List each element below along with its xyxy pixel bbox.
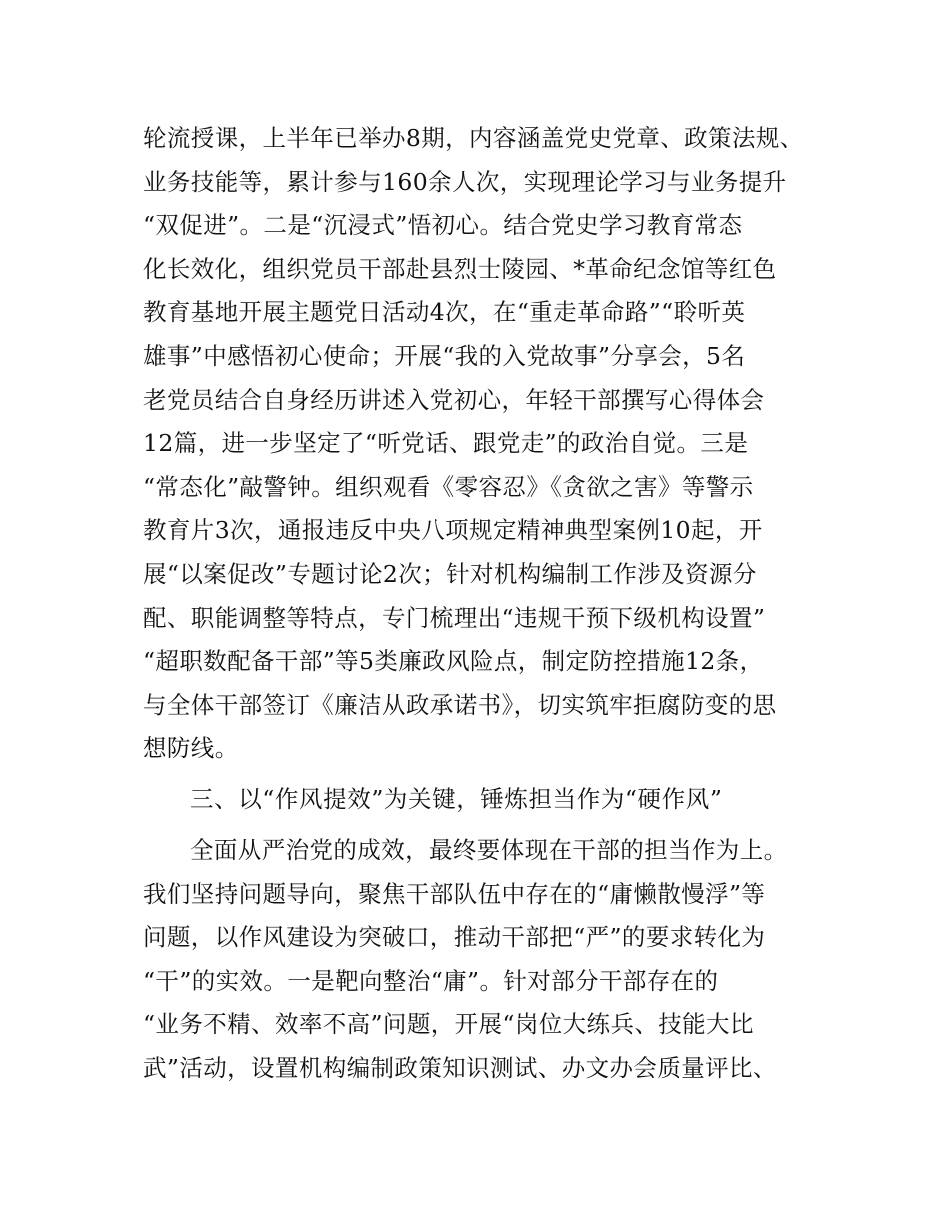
- text-line: 问题，以作风建设为突破口，推动干部把“严”的要求转化为: [143, 923, 766, 952]
- text-line: 全面从严治党的成效，最终要体现在干部的担当作为上。: [190, 836, 788, 864]
- text-line: 武”活动，设置机构编制政策知识测试、办文办会质量评比、: [143, 1053, 777, 1082]
- text-line: 配、职能调整等特点，专门梳理出“违规干预下级机构设置”: [143, 603, 766, 632]
- text-line: “常态化”敲警钟。组织观看《零容忍》《贪欲之害》等警示: [143, 472, 754, 501]
- text-line: 老党员结合自身经历讲述入党初心，年轻干部撰写心得体会: [143, 385, 765, 414]
- text-line: 展“以案促改”专题讨论2次；针对机构编制工作涉及资源分: [143, 559, 757, 588]
- text-line: 业务技能等，累计参与160余人次，实现理论学习与业务提升: [143, 167, 787, 196]
- text-line: 教育片3次，通报违反中央八项规定精神典型案例10起，开: [143, 516, 763, 545]
- text-line: “业务不精、效率不高”问题，开展“岗位大练兵、技能大比: [143, 1010, 754, 1039]
- text-line: “双促进”。二是“沉浸式”悟初心。结合党史学习教育常态: [143, 211, 743, 240]
- paragraph-2: [143, 829, 823, 1091]
- text-line: “超职数配备干部”等5类廉政风险点，制定防控措施12条，: [143, 647, 764, 676]
- section-heading: 三、以“作风提效”为关键，锤炼担当作为“硬作风”: [190, 785, 723, 813]
- text-line: 我们坚持问题导向，聚焦干部队伍中存在的“庸懒散慢浮”等: [143, 879, 766, 908]
- text-line: 教育基地开展主题党日活动4次，在“重走革命路”“聆听英: [143, 298, 746, 327]
- section-heading-block: [143, 778, 823, 822]
- text-line: 想防线。: [143, 734, 239, 763]
- text-line: 与全体干部签订《廉洁从政承诺书》，切实筑牢拒腐防变的思: [143, 690, 777, 719]
- text-line: 化长效化，组织党员干部赴县烈士陵园、*革命纪念馆等红色: [143, 254, 777, 283]
- text-line: “干”的实效。一是靶向整治“庸”。针对部分干部存在的: [143, 966, 719, 995]
- text-line: 轮流授课，上半年已举办8期，内容涵盖党史党章、政策法规、: [143, 124, 804, 152]
- text-line: 12篇，进一步坚定了“听党话、跟党走”的政治自觉。三是: [143, 429, 749, 458]
- text-line: 雄事”中感悟初心使命；开展“我的入党故事”分享会，5名: [143, 341, 746, 370]
- paragraph-1: [143, 117, 823, 771]
